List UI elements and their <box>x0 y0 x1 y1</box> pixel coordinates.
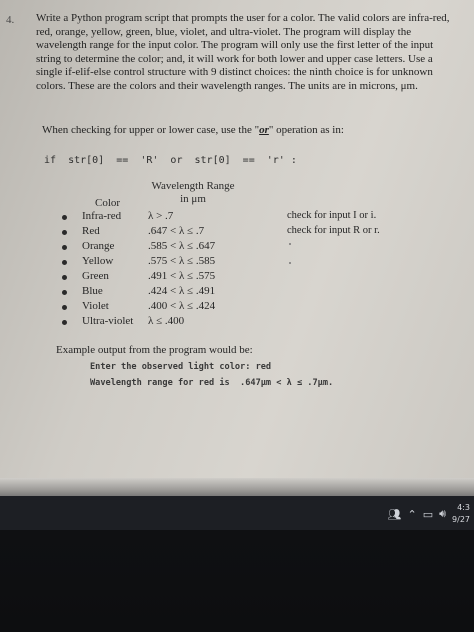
color-name: Violet <box>82 300 109 312</box>
table-row <box>62 300 462 315</box>
bullet-icon <box>62 290 67 295</box>
question-paragraph: Write a Python program script that prompts the user for a color. The valid colors are infra-red, red, orange, yellow, green, blue, violet, and ultra-violet. The program will display the wavelength range for the input color. The program will only use the first letter of the input string to determine the color; and, it will work for both lower and upper case letters. Use a single if-elif-else control structure with 9 distinct choices: the ninth choice is for unknown colors. These are the colors and their wavelength ranges. The units are in microns, μm. <box>36 12 450 92</box>
wavelength-heading-line1: Wavelength Range <box>151 180 235 192</box>
color-name: Infra-red <box>82 210 122 222</box>
clock-date: 9/27 <box>452 515 470 524</box>
wavelength-range: .647 < λ ≤ .7 <box>148 225 205 237</box>
table-row <box>62 240 462 255</box>
wavelength-range: .424 < λ ≤ .491 <box>148 285 216 297</box>
example-label: Example output from the program would be: <box>56 344 253 356</box>
speck <box>289 243 291 245</box>
bullet-icon <box>62 305 67 310</box>
table-row <box>62 315 462 330</box>
bullet-icon <box>62 230 67 235</box>
question-number: 4. <box>6 14 15 26</box>
color-header: Color <box>95 197 121 209</box>
table-row <box>62 255 462 270</box>
wavelength-range: λ > .7 <box>148 210 174 222</box>
code-example: if str[0] == 'R' or str[0] == 'r' : <box>44 155 297 166</box>
wavelength-range: .575 < λ ≤ .585 <box>148 255 216 267</box>
table-row <box>62 270 462 285</box>
check-note: check for input I or i. <box>287 210 377 221</box>
bullet-icon <box>62 245 67 250</box>
table-row <box>62 210 462 225</box>
table-row <box>62 285 462 300</box>
wavelength-range: .585 < λ ≤ .647 <box>148 240 216 252</box>
system-tray <box>388 500 471 528</box>
bullet-icon <box>62 215 67 220</box>
wavelength-heading-line2: in μm <box>180 193 206 205</box>
bullet-icon <box>62 275 67 280</box>
color-name: Orange <box>82 240 115 252</box>
color-name: Ultra-violet <box>82 315 134 327</box>
color-name: Red <box>82 225 100 237</box>
or-instruction-before: When checking for upper or lower case, use the " <box>42 124 260 136</box>
or-keyword: or <box>259 124 269 136</box>
bullet-icon <box>62 320 67 325</box>
speck <box>289 262 291 264</box>
color-name: Green <box>82 270 109 282</box>
wavelength-range: .400 < λ ≤ .424 <box>148 300 216 312</box>
clock[interactable] <box>452 502 470 526</box>
clock-time: 4:3 <box>457 503 470 512</box>
table-row <box>62 225 462 240</box>
color-name: Yellow <box>82 255 114 267</box>
or-instruction <box>42 124 442 138</box>
bullet-icon <box>62 260 67 265</box>
example-output-line1: Enter the observed light color: red <box>90 362 272 372</box>
volume-icon[interactable]: 🔊︎ <box>439 507 447 520</box>
color-name: Blue <box>82 285 103 297</box>
wavelength-range: λ ≤ .400 <box>148 315 185 327</box>
or-instruction-after: " operation as in: <box>268 124 344 136</box>
people-icon[interactable]: 👥︎ <box>387 507 402 521</box>
check-note: check for input R or r. <box>287 225 380 236</box>
wavelength-range: .491 < λ ≤ .575 <box>148 270 216 282</box>
network-icon[interactable]: ▭ <box>422 507 434 521</box>
example-output-line2: Wavelength range for red is .647μm < λ ≤ .7μm. <box>90 378 334 388</box>
wavelength-heading <box>150 180 236 206</box>
chevron-up-icon[interactable]: ⌃ <box>407 507 417 521</box>
